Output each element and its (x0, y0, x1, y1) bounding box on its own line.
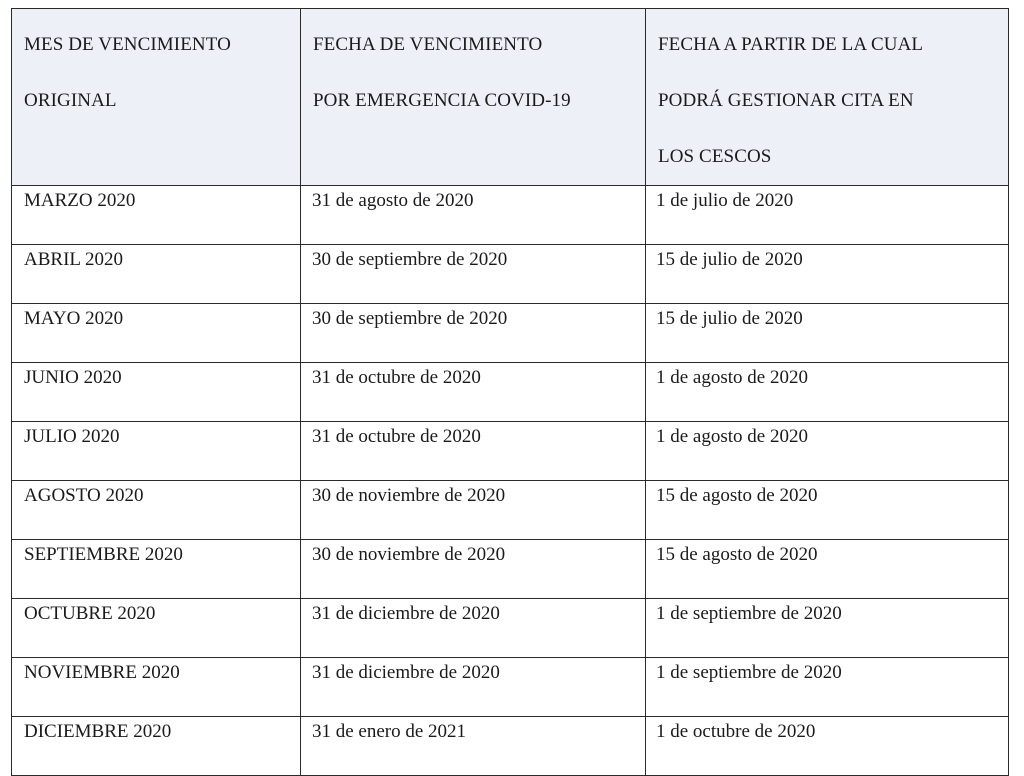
appointment-date-cell: 15 de julio de 2020 (646, 304, 1009, 363)
original-month-cell: DICIEMBRE 2020 (12, 717, 301, 776)
emergency-date-cell: 30 de noviembre de 2020 (301, 481, 646, 540)
header-line: MES DE VENCIMIENTO (24, 34, 231, 55)
table-row (12, 481, 1009, 540)
emergency-date-cell: 30 de noviembre de 2020 (301, 540, 646, 599)
original-month-cell: JUNIO 2020 (12, 363, 301, 422)
original-month-cell: MARZO 2020 (12, 186, 301, 245)
header-line: POR EMERGENCIA COVID-19 (313, 90, 571, 111)
header-row (12, 9, 1009, 186)
original-month-cell: AGOSTO 2020 (12, 481, 301, 540)
emergency-date-cell: 30 de septiembre de 2020 (301, 245, 646, 304)
emergency-date-cell: 30 de septiembre de 2020 (301, 304, 646, 363)
emergency-date-cell: 31 de enero de 2021 (301, 717, 646, 776)
table-row (12, 363, 1009, 422)
original-month-cell: OCTUBRE 2020 (12, 599, 301, 658)
appointment-date-cell: 1 de agosto de 2020 (646, 363, 1009, 422)
appointment-date-cell: 1 de agosto de 2020 (646, 422, 1009, 481)
table-body (12, 186, 1009, 776)
table-row (12, 599, 1009, 658)
original-month-cell: JULIO 2020 (12, 422, 301, 481)
table-header (12, 9, 1009, 186)
appointment-date-cell: 1 de septiembre de 2020 (646, 599, 1009, 658)
table-row (12, 658, 1009, 717)
header-appointment-start-date (646, 9, 1009, 186)
table-row (12, 304, 1009, 363)
table-row (12, 540, 1009, 599)
table-row (12, 245, 1009, 304)
appointment-date-cell: 15 de julio de 2020 (646, 245, 1009, 304)
expiration-schedule-table (11, 8, 1009, 776)
appointment-date-cell: 1 de octubre de 2020 (646, 717, 1009, 776)
original-month-cell: SEPTIEMBRE 2020 (12, 540, 301, 599)
header-emergency-expiration-date (301, 9, 646, 186)
header-line: FECHA A PARTIR DE LA CUAL (658, 34, 924, 55)
header-line: FECHA DE VENCIMIENTO (313, 34, 543, 55)
original-month-cell: ABRIL 2020 (12, 245, 301, 304)
header-original-expiration-month (12, 9, 301, 186)
appointment-date-cell: 1 de julio de 2020 (646, 186, 1009, 245)
table-row (12, 422, 1009, 481)
appointment-date-cell: 15 de agosto de 2020 (646, 540, 1009, 599)
original-month-cell: NOVIEMBRE 2020 (12, 658, 301, 717)
emergency-date-cell: 31 de octubre de 2020 (301, 422, 646, 481)
emergency-date-cell: 31 de diciembre de 2020 (301, 658, 646, 717)
emergency-date-cell: 31 de octubre de 2020 (301, 363, 646, 422)
original-month-cell: MAYO 2020 (12, 304, 301, 363)
appointment-date-cell: 15 de agosto de 2020 (646, 481, 1009, 540)
emergency-date-cell: 31 de agosto de 2020 (301, 186, 646, 245)
appointment-date-cell: 1 de septiembre de 2020 (646, 658, 1009, 717)
header-line: ORIGINAL (24, 90, 117, 111)
table-row (12, 717, 1009, 776)
table-row (12, 186, 1009, 245)
header-line: PODRÁ GESTIONAR CITA EN (658, 90, 914, 111)
emergency-date-cell: 31 de diciembre de 2020 (301, 599, 646, 658)
header-line: LOS CESCOS (658, 146, 772, 167)
